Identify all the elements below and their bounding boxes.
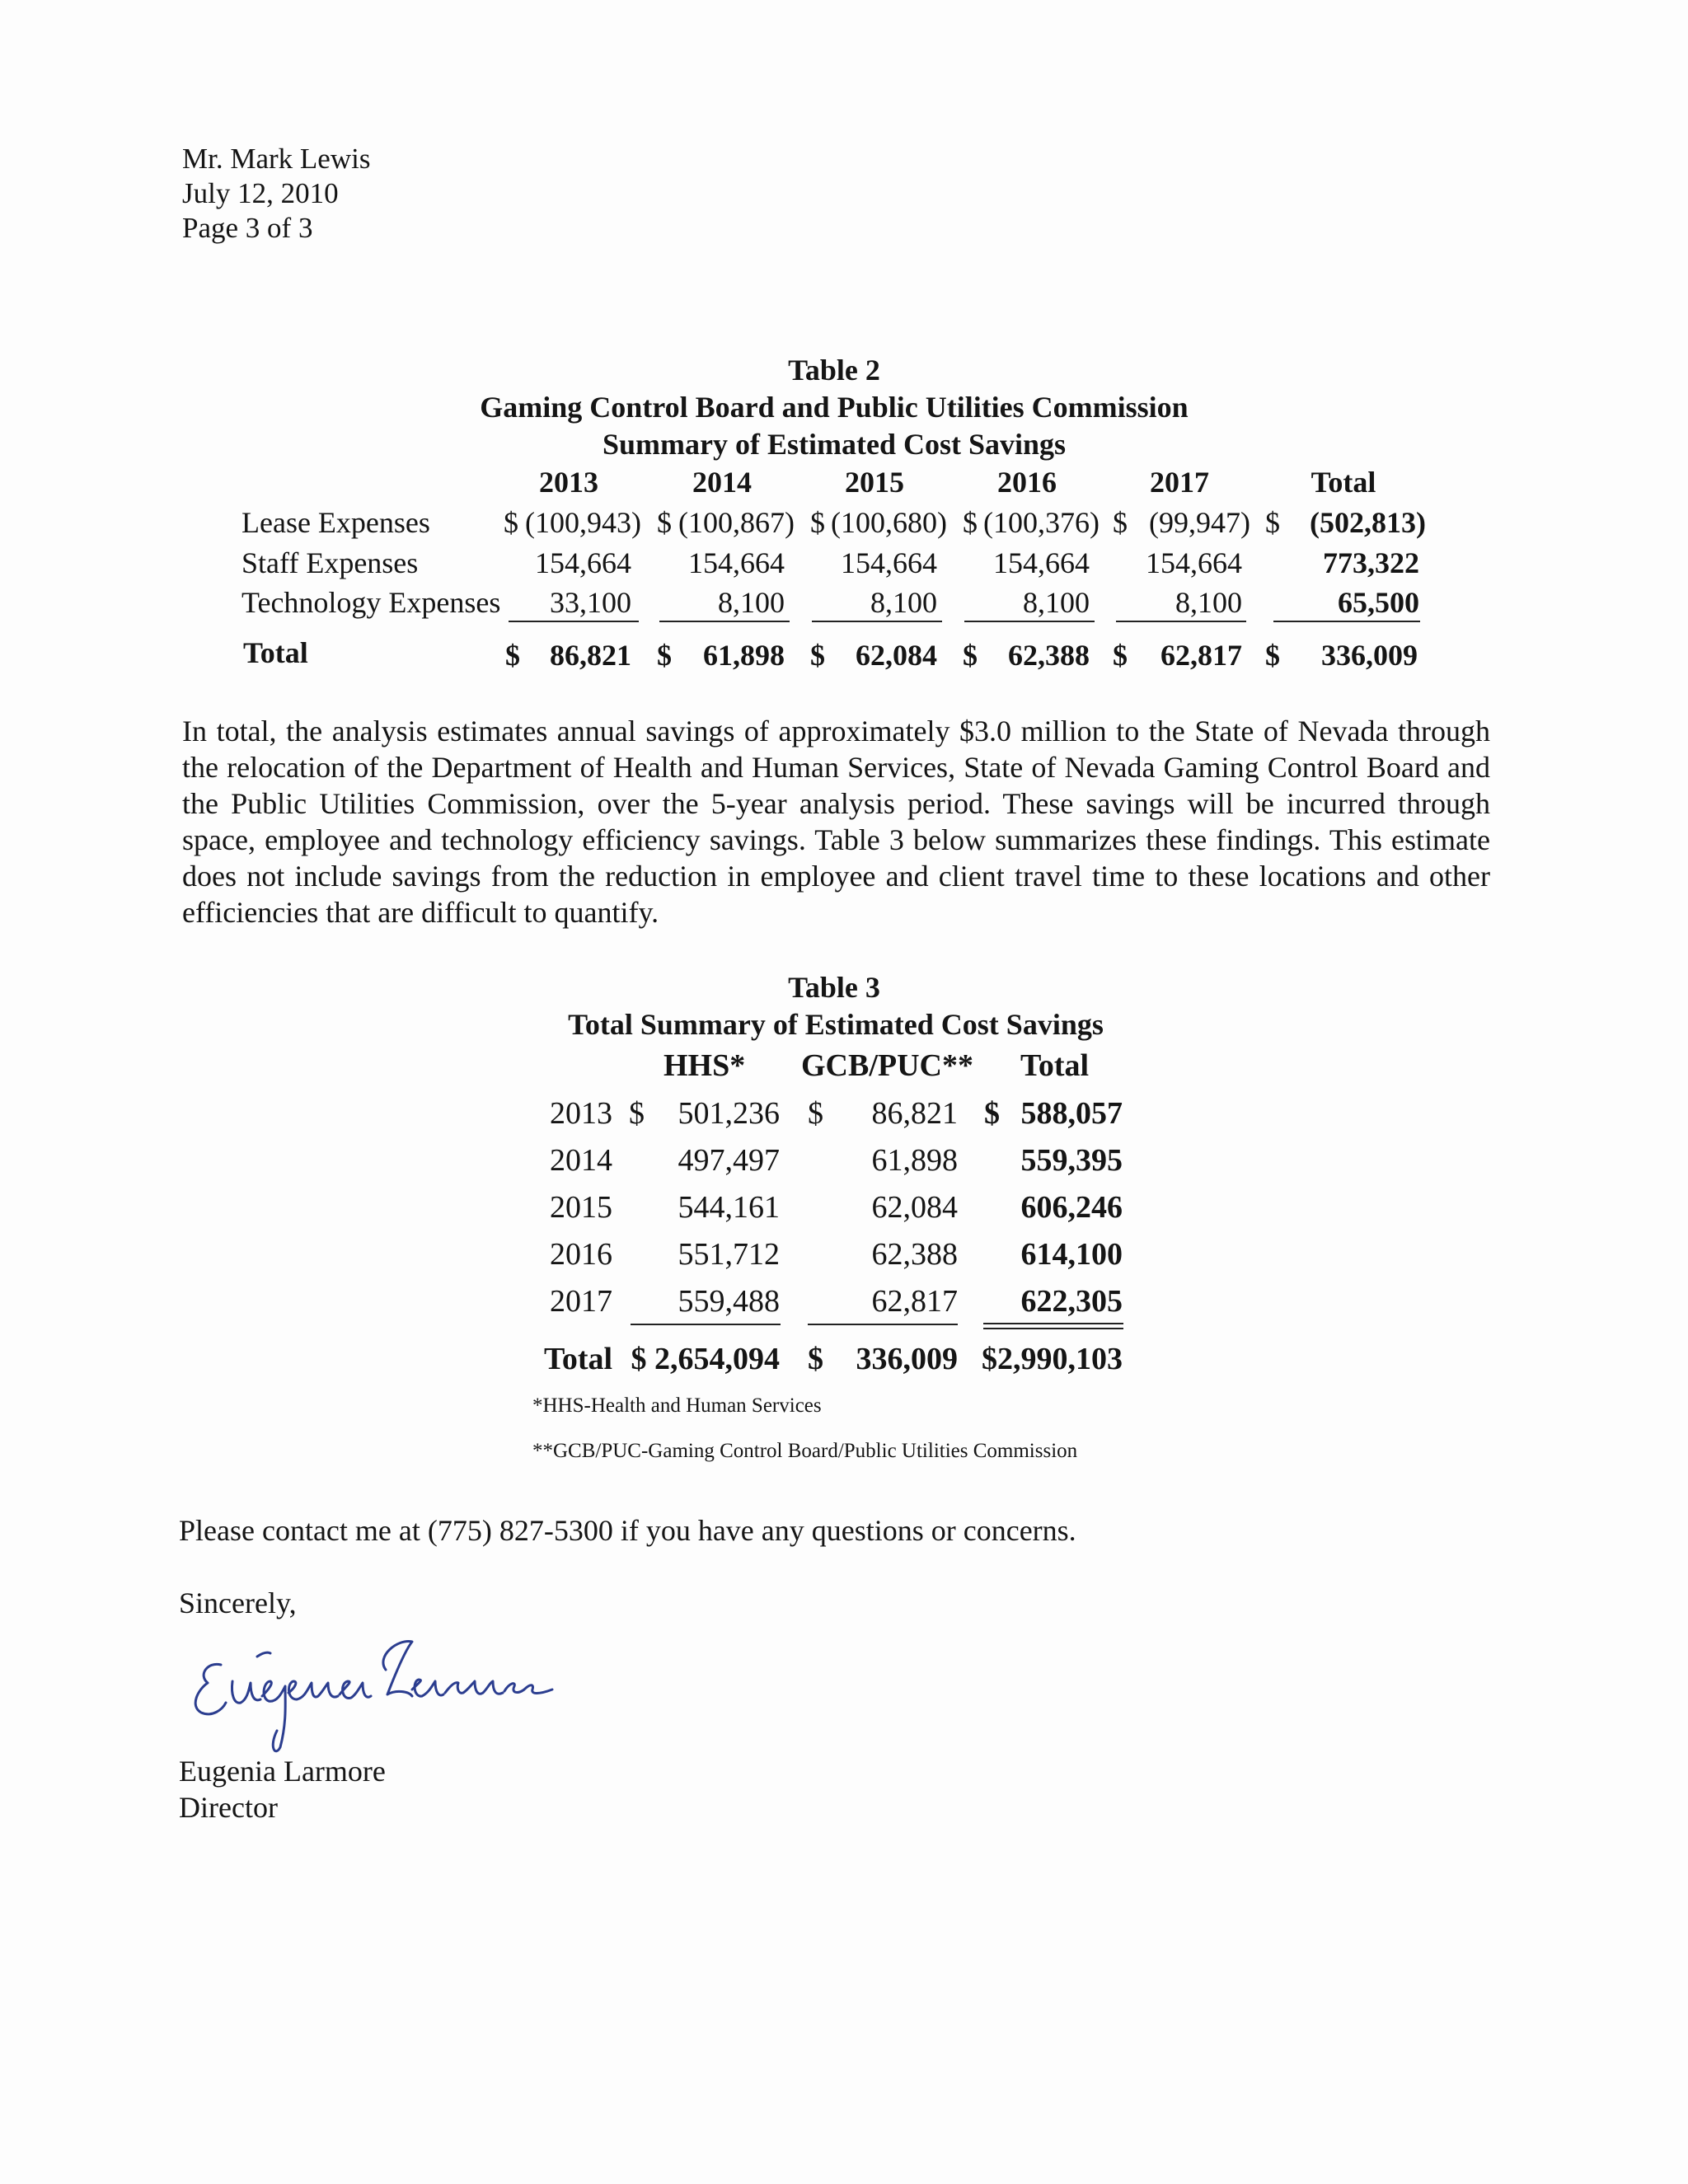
- table3-year: 2013: [550, 1096, 612, 1131]
- table2-cell: 8,100: [718, 586, 785, 619]
- table3-total-gcb: 336,009: [856, 1342, 958, 1376]
- currency-symbol: $: [505, 639, 520, 672]
- table2-row-label: Technology Expenses: [241, 586, 501, 619]
- table2-cell: 154,664: [993, 546, 1090, 579]
- recipient: Mr. Mark Lewis: [182, 143, 371, 175]
- table2-cell: 8,100: [870, 586, 937, 619]
- table3-col-header: HHS*: [663, 1048, 746, 1083]
- table2-cell: 154,664: [841, 546, 937, 579]
- table3-gcb-cell: 86,821: [871, 1096, 958, 1131]
- table3-hhs-cell: 544,161: [678, 1190, 780, 1225]
- table2-cell: 154,664: [535, 546, 631, 579]
- table2-row-label: Staff Expenses: [241, 546, 419, 579]
- table3-grand-total: $2,990,103: [982, 1342, 1123, 1376]
- table2-cell: 8,100: [1175, 586, 1242, 619]
- table3-subtitle: Total Summary of Estimated Cost Savings: [568, 1008, 1104, 1041]
- table3-year: 2015: [550, 1190, 612, 1225]
- table3-gcb-cell: 61,898: [871, 1143, 958, 1178]
- table2-total-cell: 61,898: [703, 639, 785, 672]
- currency-symbol: $: [810, 506, 825, 539]
- table3-year: 2017: [550, 1284, 612, 1319]
- table2-col-header: 2017: [1150, 466, 1209, 499]
- signer-title: Director: [179, 1791, 278, 1824]
- salutation: Sincerely,: [179, 1586, 297, 1619]
- body-paragraph: In total, the analysis estimates annual savings of approximately $3.0 million to the State of Nevada through the relocation of the Department of Health and Human Services, State of Nevada Gaming Control Board and the Public Utilities Commission, over the 5-year analysis period. These savings will be incurred through space, employee and technology efficiency savings. Table 3 below summarizes these findings. This estimate does not include savings from the reduction in employee and client travel time to these locations and other efficiencies that are difficult to quantify.: [182, 715, 1490, 929]
- table3-title: Table 3: [788, 971, 880, 1004]
- table3-hhs-cell: 551,712: [678, 1237, 780, 1272]
- table2-total-cell: 62,084: [856, 639, 937, 672]
- currency-symbol: $: [963, 639, 978, 672]
- table2-cell: 8,100: [1023, 586, 1090, 619]
- table3-year: 2016: [550, 1237, 612, 1272]
- table2-subtitle-1: Gaming Control Board and Public Utilities Commission: [480, 391, 1189, 424]
- currency-symbol: $: [657, 506, 672, 539]
- table2-cell: (99,947): [1149, 506, 1250, 539]
- currency-symbol: $: [1265, 639, 1280, 672]
- currency-symbol: $: [657, 639, 672, 672]
- currency-symbol: $: [1265, 506, 1280, 539]
- table2-cell: (100,867): [678, 506, 795, 539]
- table2-total-cell: 65,500: [1338, 586, 1419, 619]
- table2-total-cell: 336,009: [1321, 639, 1418, 672]
- table3-rule: [808, 1324, 958, 1325]
- currency-symbol: $: [810, 639, 825, 672]
- table2-cell: 33,100: [550, 586, 631, 619]
- table3-total-cell: 622,305: [1020, 1284, 1123, 1319]
- table2-row-label: Lease Expenses: [241, 506, 430, 539]
- currency-symbol: $: [504, 506, 518, 539]
- currency-symbol: $: [1113, 639, 1128, 672]
- table2-total-cell: 62,817: [1160, 639, 1242, 672]
- table3-total-cell: 559,395: [1020, 1143, 1123, 1178]
- currency-symbol: $: [984, 1096, 1000, 1131]
- contact-line: Please contact me at (775) 827-5300 if you have any questions or concerns.: [179, 1514, 1076, 1547]
- table3-total-hhs: $ 2,654,094: [631, 1342, 780, 1376]
- table3-year: 2014: [550, 1143, 612, 1178]
- table3-rule: [631, 1324, 781, 1325]
- table3-gcb-cell: 62,388: [871, 1237, 958, 1272]
- table3-total-cell: 606,246: [1020, 1190, 1123, 1225]
- currency-symbol: $: [963, 506, 978, 539]
- table2-subtitle-2: Summary of Estimated Cost Savings: [602, 428, 1067, 461]
- table2-cell: 154,664: [688, 546, 785, 579]
- table2-cell: (100,943): [525, 506, 641, 539]
- table3-gcb-cell: 62,084: [871, 1190, 958, 1225]
- table2-total-cell: (502,813): [1310, 506, 1426, 539]
- table2-cell: (100,376): [983, 506, 1100, 539]
- signature-image: [165, 1624, 593, 1764]
- table3-total-cell: 614,100: [1020, 1237, 1123, 1272]
- table3-col-header: Total: [1020, 1048, 1090, 1083]
- table3-double-rule: [983, 1323, 1123, 1329]
- table2-col-header: 2014: [692, 466, 752, 499]
- table3-gcb-cell: 62,817: [871, 1284, 958, 1319]
- table2-total-cell: 773,322: [1323, 546, 1419, 579]
- page-number: Page 3 of 3: [182, 212, 313, 244]
- currency-symbol: $: [808, 1096, 823, 1131]
- table3-hhs-cell: 559,488: [678, 1284, 780, 1319]
- table2-col-header: 2015: [845, 466, 904, 499]
- table3-col-header: GCB/PUC**: [801, 1048, 973, 1083]
- currency-symbol: $: [1113, 506, 1128, 539]
- table2-cell: (100,680): [831, 506, 947, 539]
- table2-cell: 154,664: [1146, 546, 1242, 579]
- letter-date: July 12, 2010: [182, 177, 339, 209]
- currency-symbol: $: [808, 1342, 823, 1376]
- table2-total-cell: 62,388: [1008, 639, 1090, 672]
- table3-total-cell: 588,057: [1020, 1096, 1123, 1131]
- table2-col-header: 2016: [997, 466, 1057, 499]
- signer-name: Eugenia Larmore: [179, 1755, 386, 1788]
- footnote-hhs: *HHS-Health and Human Services: [532, 1394, 822, 1417]
- footnote-gcb-puc: **GCB/PUC-Gaming Control Board/Public Utilities Commission: [532, 1440, 1078, 1462]
- table2-title: Table 2: [788, 354, 880, 387]
- table3-total-label: Total: [544, 1342, 613, 1376]
- table2-total-cell: 86,821: [550, 639, 631, 672]
- table2-total-label: Total: [243, 636, 308, 669]
- table2-col-header: 2013: [539, 466, 598, 499]
- table3-hhs-cell: 497,497: [678, 1143, 780, 1178]
- table2-col-header: Total: [1311, 466, 1376, 499]
- currency-symbol: $: [629, 1096, 645, 1131]
- table3-hhs-cell: 501,236: [678, 1096, 780, 1131]
